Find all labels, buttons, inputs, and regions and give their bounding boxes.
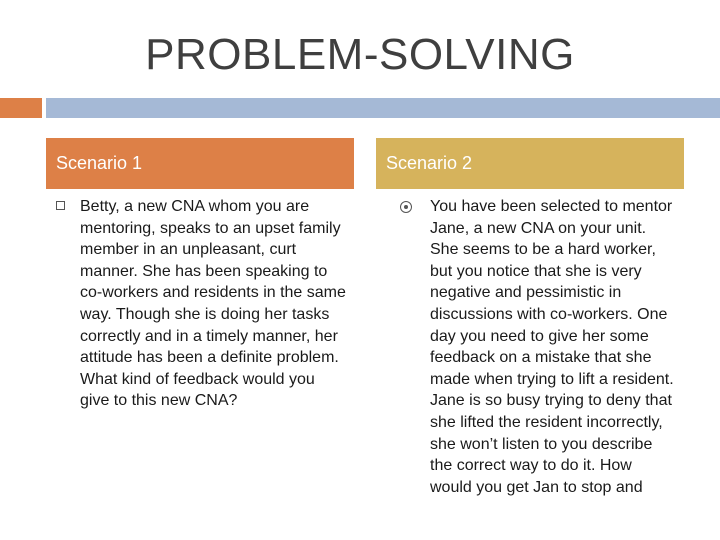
scenario-1-bullet <box>46 196 346 412</box>
slide-title: PROBLEM-SOLVING <box>145 30 575 79</box>
scenario-1-text: Betty, a new CNA whom you are mentoring, speaks to an upset family member in an unpleasant, curt manner. She has been speaking to co-workers and residents in the same way. Though she is doing her tasks correctly and in a timely manner, her attitude has been a definite problem. What kind of feedback would you give to this new CNA? <box>80 198 346 410</box>
square-bullet-icon <box>56 201 65 210</box>
scenario-2-text: You have been selected to mentor Jane, a new CNA on your unit. She seems to be a hard worker, but you notice that she is very negative and pessimistic in discussions with co-workers. One day you need to give her some feedback on a mistake that she made when trying to lift a resident. Jane is so busy trying to deny that she lifted the resident incorrectly, she won’t listen to you describe the correct way to do it. How would you get Jan to stop and <box>430 198 674 496</box>
scenario-1-header-label: Scenario 1 <box>56 153 143 173</box>
circle-dot-bullet-icon <box>400 201 412 213</box>
accent-bar-blue <box>46 98 720 118</box>
scenario-2-header <box>376 138 684 189</box>
scenario-1-header <box>46 138 354 189</box>
scenario-2-header-label: Scenario 2 <box>386 153 473 173</box>
scenario-2-bullet <box>396 196 686 498</box>
accent-bar-orange <box>0 98 42 118</box>
